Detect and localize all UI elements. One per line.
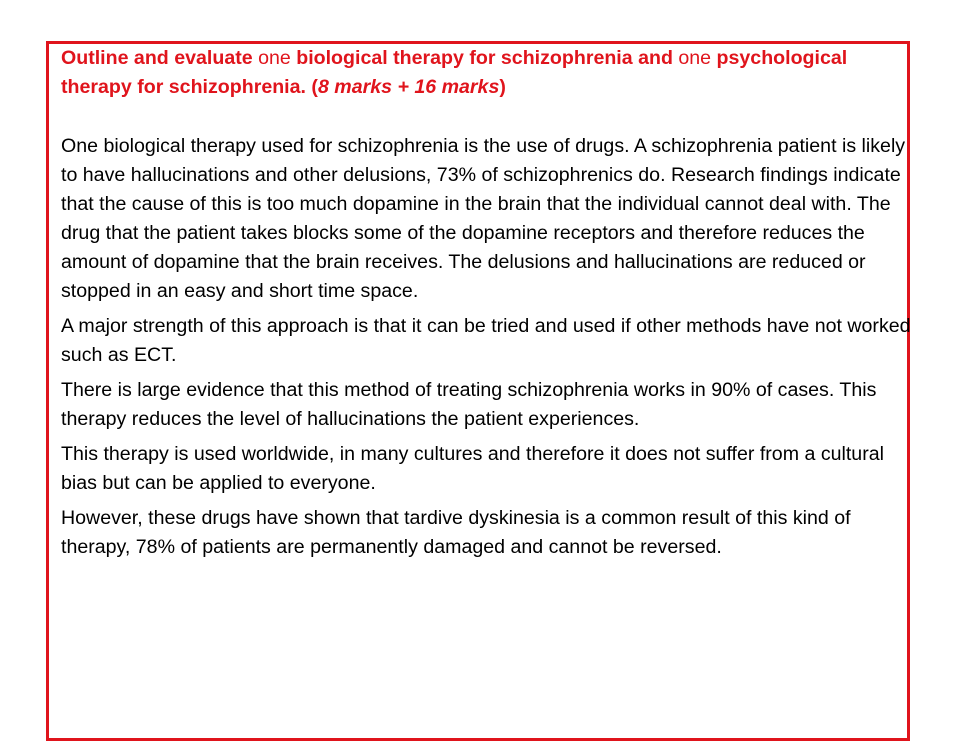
paragraph-evidence: There is large evidence that this method of treating schizophrenia works in 90% of cases. This therapy reduces the level of hallucinations the patient experiences.: [61, 379, 877, 430]
paragraph-weakness: However, these drugs have shown that tardive dyskinesia is a common result of this kind of therapy, 78% of patients are permanently damaged and cannot be reversed.: [61, 507, 851, 558]
paragraph-cultural-bias: This therapy is used worldwide, in many cultures and therefore it does not suffer from a cultural bias but can be applied to everyone.: [61, 443, 884, 494]
question-part-1: Outline and evaluate: [61, 47, 253, 69]
question-part-3: biological therapy for schizophrenia and: [296, 47, 673, 69]
question-part-5: psychological therapy for schizophrenia. (: [61, 47, 848, 98]
document-body: [61, 44, 911, 568]
question-heading: [61, 44, 911, 102]
paragraph-strength: A major strength of this approach is that it can be tried and used if other methods have not worked such as ECT.: [61, 315, 911, 366]
question-part-7: ): [499, 76, 506, 98]
paragraph-drug-therapy: One biological therapy used for schizophrenia is the use of drugs. A schizophrenia patient is likely to have hallucinations and other delusions, 73% of schizophrenics do. Research findings indicate that the cause of this is too much dopamine in the brain that the individual cannot deal with. The drug that the patient takes blocks some of the dopamine receptors and therefore reduces the amount of dopamine that the brain receives. The delusions and hallucinations are reduced or stopped in an easy and short time space.: [61, 135, 906, 302]
question-part-4: one: [672, 47, 717, 69]
question-part-2: one: [252, 47, 297, 69]
question-part-6: 8 marks + 16 marks: [317, 76, 500, 98]
